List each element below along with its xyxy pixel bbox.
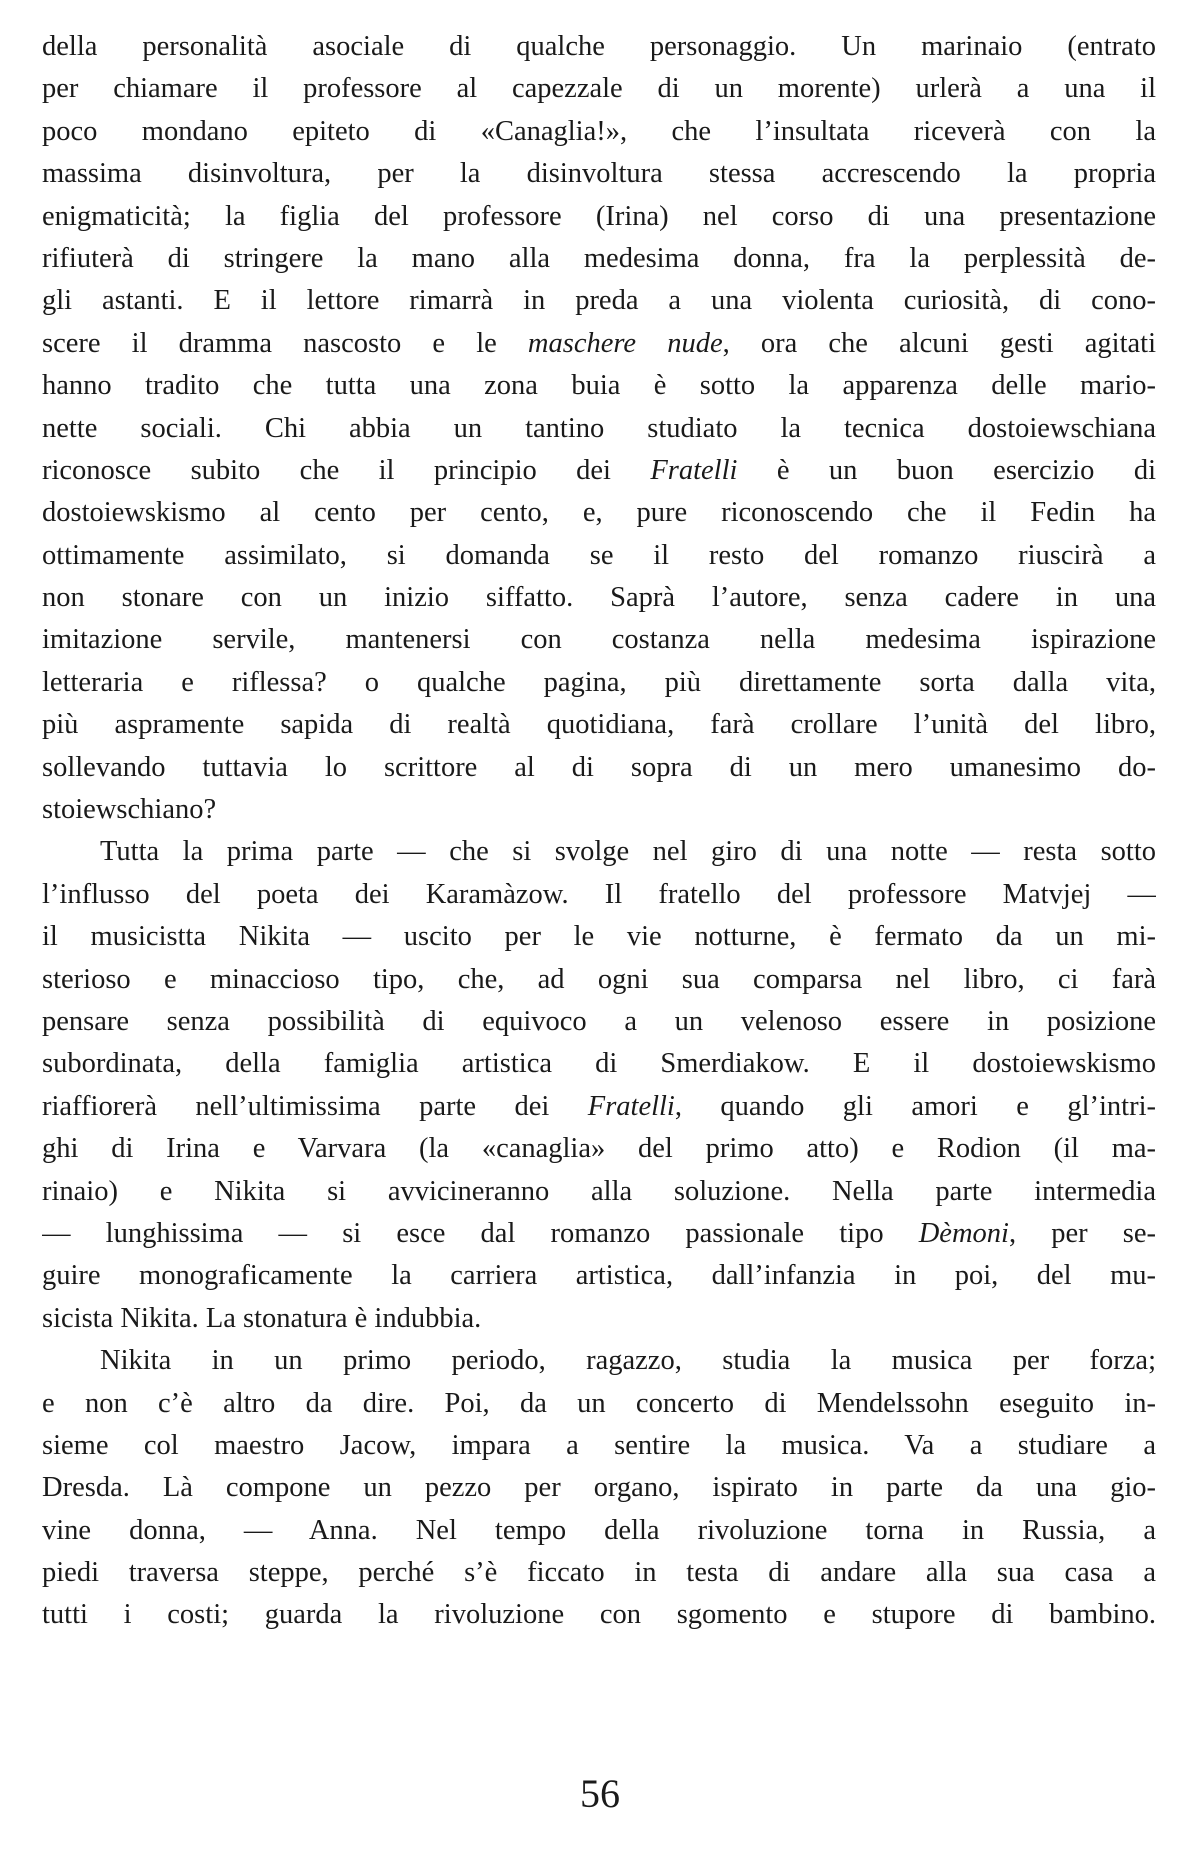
text-line: sterioso e minaccioso tipo, che, ad ogni sua comparsa nel libro, ci farà <box>42 963 1156 995</box>
text-line: — lunghissima — si esce dal romanzo passionale tipo Dèmoni, per se- <box>42 1217 1156 1249</box>
body-text <box>42 26 1156 1637</box>
text-line: Dresda. Là compone un pezzo per organo, ispirato in parte da una gio- <box>42 1472 1156 1504</box>
text-line: riconosce subito che il principio dei Fratelli è un buon esercizio di <box>42 454 1156 486</box>
text-line: della personalità asociale di qualche personaggio. Un marinaio (entrato <box>42 31 1156 62</box>
text-line: il musicistta Nikita — uscito per le vie notturne, è fermato da un mi- <box>42 921 1156 953</box>
paragraph <box>42 1340 1156 1637</box>
text-line: nette sociali. Chi abbia un tantino studiato la tecnica dostoiewschiana <box>42 412 1156 444</box>
text-line: riaffiorerà nell’ultimissima parte dei Fratelli, quando gli amori e gl’intri- <box>42 1090 1156 1122</box>
text-line: vine donna, — Anna. Nel tempo della rivoluzione torna in Russia, a <box>42 1514 1156 1546</box>
text-line: Tutta la prima parte — che si svolge nel giro di una notte — resta sotto <box>100 836 1156 868</box>
text-line: gli astanti. E il lettore rimarrà in preda a una violenta curiosità, di cono- <box>42 285 1156 317</box>
text-line: massima disinvoltura, per la disinvoltura stessa accrescendo la propria <box>42 158 1156 190</box>
text-line: e non c’è altro da dire. Poi, da un concerto di Mendelssohn eseguito in- <box>42 1387 1156 1419</box>
text-line: l’influsso del poeta dei Karamàzow. Il fratello del professore Matvjej — <box>42 878 1156 910</box>
text-line: scere il dramma nascosto e le maschere nude, ora che alcuni gesti agitati <box>42 327 1156 359</box>
text-line: poco mondano epiteto di «Canaglia!», che l’insultata riceverà con la <box>42 115 1156 147</box>
text-line: stoiewschiano? <box>42 794 217 826</box>
text-line: letteraria e riflessa? o qualche pagina, più direttamente sorta dalla vita, <box>42 666 1156 698</box>
text-line: dostoiewskismo al cento per cento, e, pure riconoscendo che il Fedin ha <box>42 497 1156 529</box>
text-line: hanno tradito che tutta una zona buia è sotto la apparenza delle mario- <box>42 370 1156 402</box>
text-line: pensare senza possibilità di equivoco a un velenoso essere in posizione <box>42 1005 1156 1037</box>
text-line: imitazione servile, mantenersi con costanza nella medesima ispirazione <box>42 624 1156 656</box>
text-line: Nikita in un primo periodo, ragazzo, studia la musica per forza; <box>100 1345 1156 1377</box>
text-line: ghi di Irina e Varvara (la «canaglia» del primo atto) e Rodion (il ma- <box>42 1133 1156 1165</box>
text-line: non stonare con un inizio siffatto. Saprà l’autore, senza cadere in una <box>42 582 1156 614</box>
text-line: rinaio) e Nikita si avvicineranno alla soluzione. Nella parte intermedia <box>42 1175 1156 1207</box>
text-line: sicista Nikita. La stonatura è indubbia. <box>42 1302 482 1334</box>
text-line: piedi traversa steppe, perché s’è ficcato in testa di andare alla sua casa a <box>42 1557 1156 1589</box>
text-line: sieme col maestro Jacow, impara a sentire la musica. Va a studiare a <box>42 1429 1156 1461</box>
text-line: tutti i costi; guarda la rivoluzione con sgomento e stupore di bambino. <box>42 1599 1156 1631</box>
text-line: sollevando tuttavia lo scrittore al di sopra di un mero umanesimo do- <box>42 751 1156 783</box>
text-line: per chiamare il professore al capezzale di un morente) urlerà a una il <box>42 73 1156 105</box>
page-number: 56 <box>580 1771 620 1816</box>
paragraph <box>42 26 1156 831</box>
text-line: più aspramente sapida di realtà quotidiana, farà crollare l’unità del libro, <box>42 709 1156 741</box>
text-line: guire monograficamente la carriera artistica, dall’infanzia in poi, del mu- <box>42 1260 1156 1292</box>
text-line: enigmaticità; la figlia del professore (Irina) nel corso di una presentazione <box>42 200 1156 232</box>
text-line: ottimamente assimilato, si domanda se il resto del romanzo riuscirà a <box>42 539 1156 571</box>
text-line: subordinata, della famiglia artistica di Smerdiakow. E il dostoiewskismo <box>42 1048 1156 1080</box>
paragraph <box>42 831 1156 1340</box>
text-line: rifiuterà di stringere la mano alla medesima donna, fra la perplessità de- <box>42 242 1156 274</box>
